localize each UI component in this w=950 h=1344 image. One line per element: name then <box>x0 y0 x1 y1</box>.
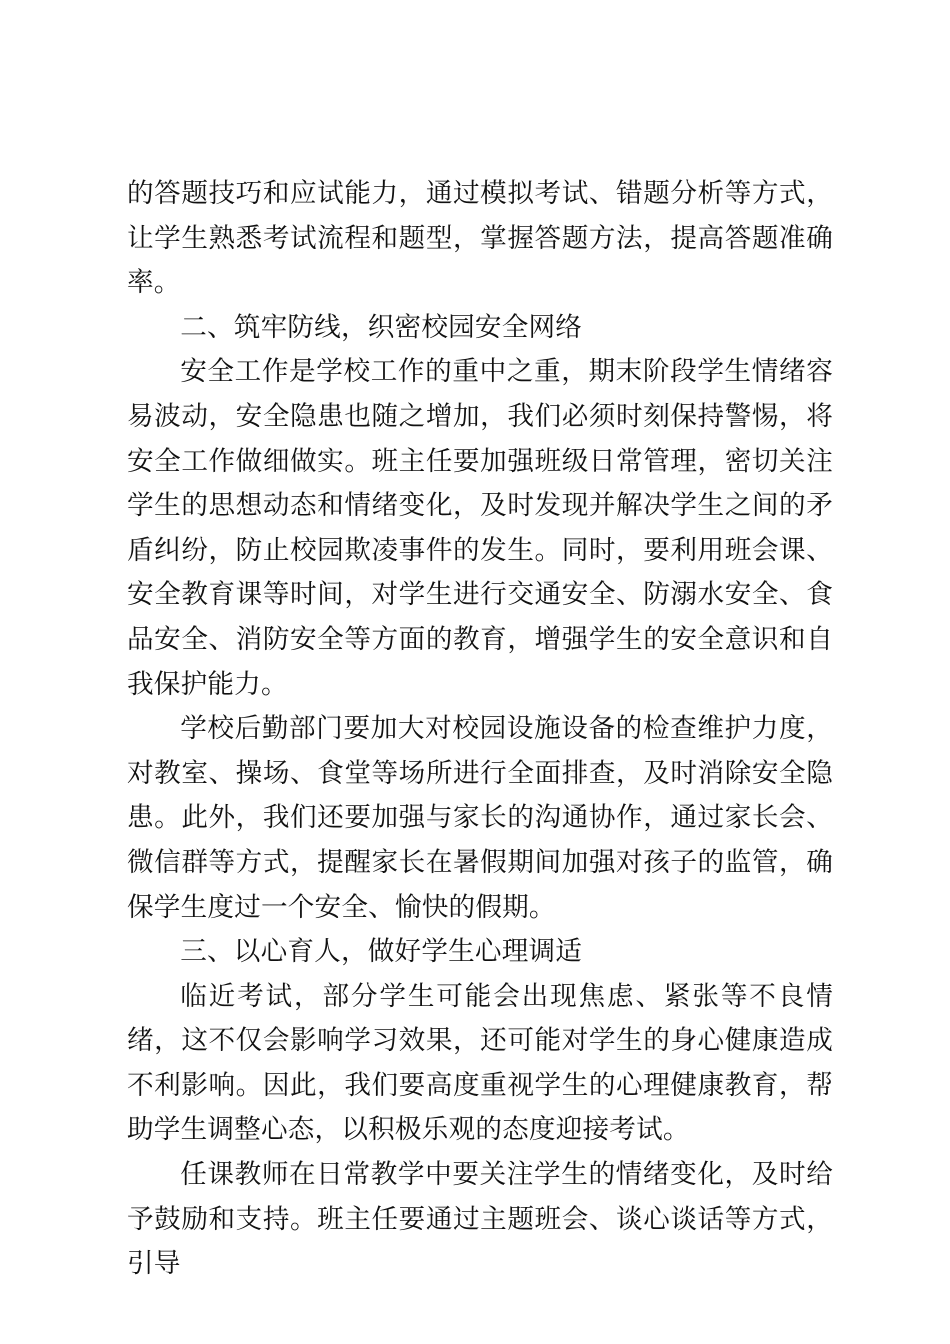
paragraph-safety-2: 学校后勤部门要加大对校园设施设备的检查维护力度，对教室、操场、食堂等场所进行全面排查，及时消除安全隐患。此外，我们还要加强与家长的沟通协作，通过家长会、微信群等方式，提醒家长在暑假期间加强对孩子的监管，确保学生度过一个安全、愉快的假期。 <box>127 713 833 923</box>
section-heading-3: 三、以心育人，做好学生心理调适 <box>180 936 583 968</box>
document-body <box>127 172 833 1287</box>
section-heading-2: 二、筑牢防线，织密校园安全网络 <box>180 311 583 343</box>
paragraph-continuation: 的答题技巧和应试能力，通过模拟考试、错题分析等方式，让学生熟悉考试流程和题型，掌握答题方法，提高答题准确率。 <box>127 178 833 299</box>
paragraph-psychology-2: 任课教师在日常教学中要关注学生的情绪变化，及时给予鼓励和支持。班主任要通过主题班会、谈心谈话等方式，引导 <box>127 1159 833 1280</box>
paragraph-safety-1: 安全工作是学校工作的重中之重，期末阶段学生情绪容易波动，安全隐患也随之增加，我们必须时刻保持警惕，将安全工作做细做实。班主任要加强班级日常管理，密切关注学生的思想动态和情绪变化，及时发现并解决学生之间的矛盾纠纷，防止校园欺凌事件的发生。同时，要利用班会课、安全教育课等时间，对学生进行交通安全、防溺水安全、食品安全、消防安全等方面的教育，增强学生的安全意识和自我保护能力。 <box>127 356 833 700</box>
paragraph-psychology-1: 临近考试，部分学生可能会出现焦虑、紧张等不良情绪，这不仅会影响学习效果，还可能对学生的身心健康造成不利影响。因此，我们要高度重视学生的心理健康教育，帮助学生调整心态，以积极乐观的态度迎接考试。 <box>127 980 833 1146</box>
